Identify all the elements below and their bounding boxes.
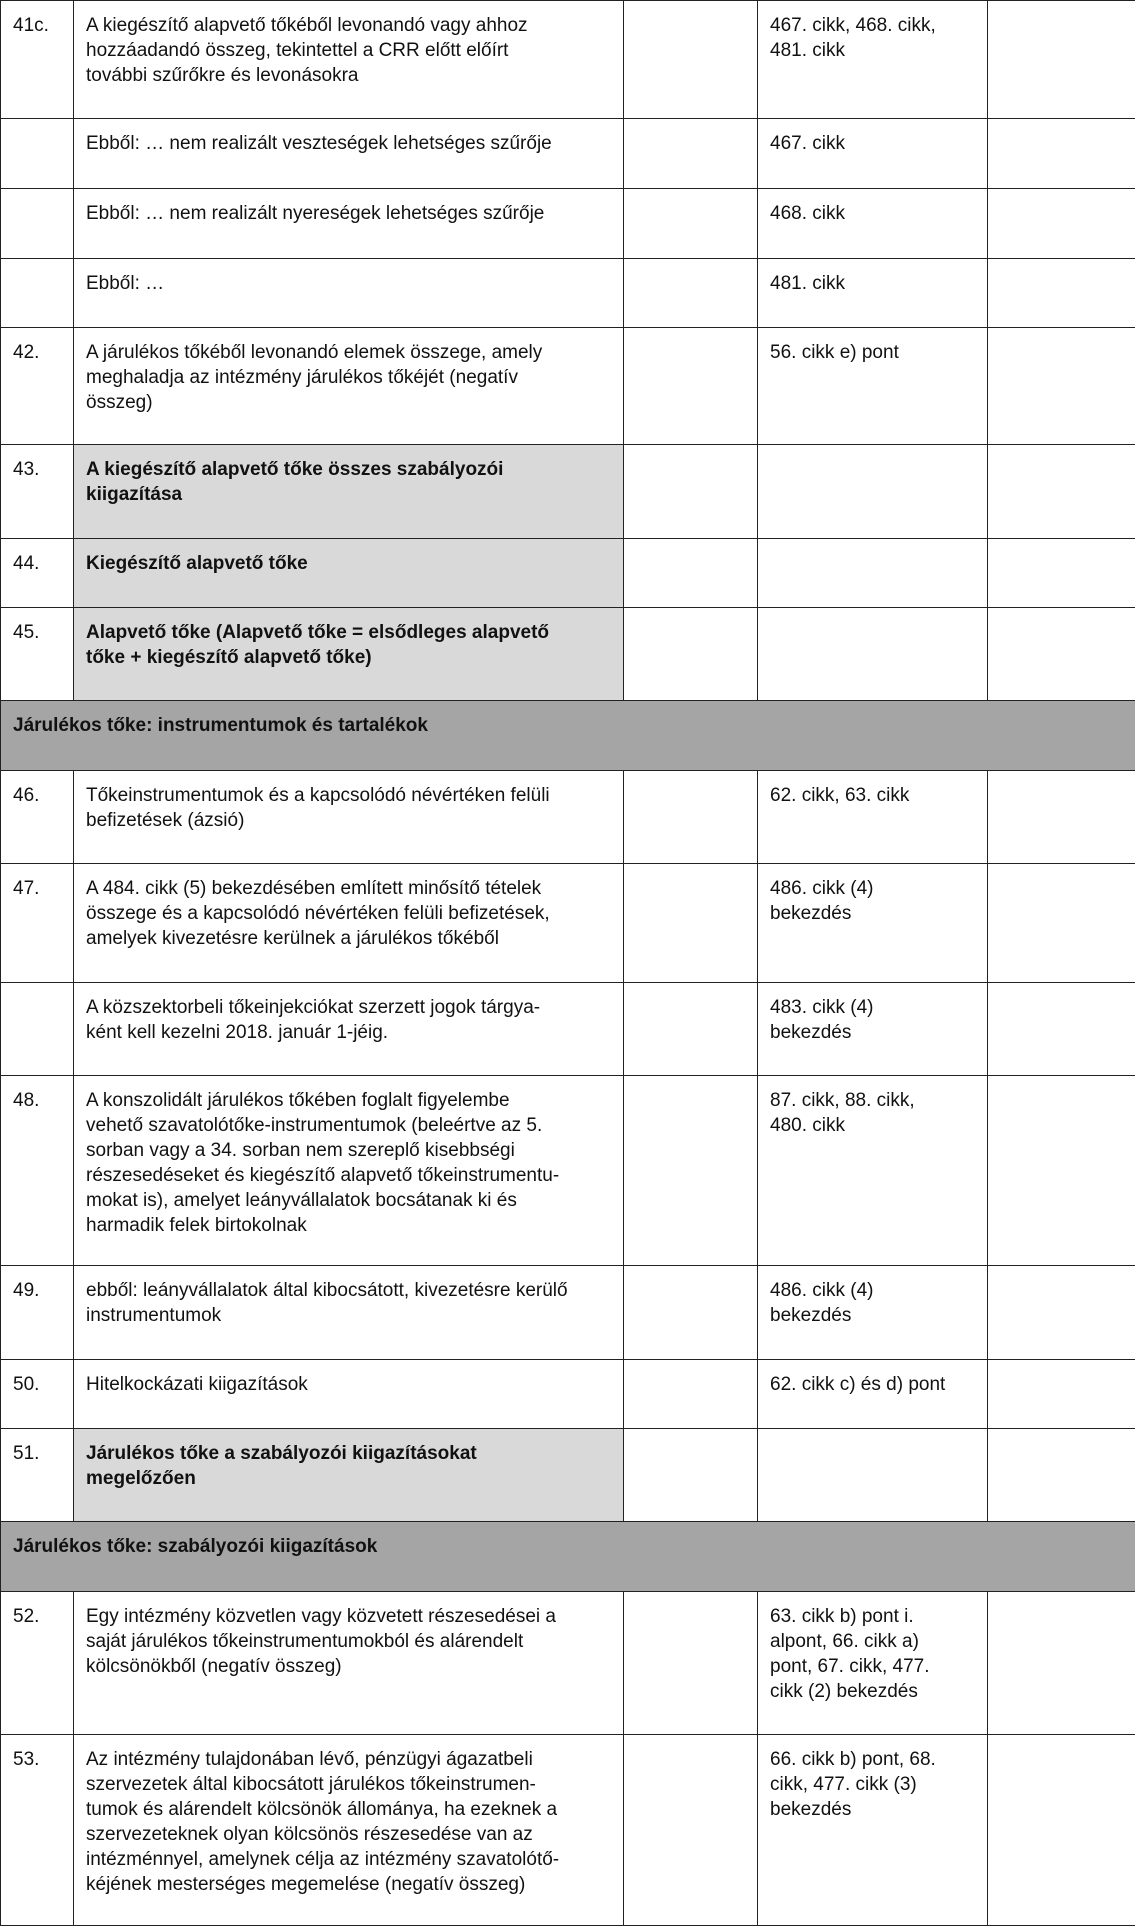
row-description: Ebből: … (74, 259, 624, 328)
regulation-reference: 481. cikk (758, 259, 988, 328)
amount-cell (624, 328, 758, 445)
table-row (1, 1735, 1135, 1926)
row-description: A járulékos tőkéből levonandó elemek összege, amely meghaladja az intézmény járulékos tőkéjét (negatív összeg) (74, 328, 624, 445)
regulation-reference: 486. cikk (4) bekezdés (758, 864, 988, 983)
regulation-reference (758, 608, 988, 701)
regulation-reference: 63. cikk b) pont i. alpont, 66. cikk a) pont, 67. cikk, 477. cikk (2) bekezdés (758, 1592, 988, 1735)
table-row (1, 1592, 1135, 1735)
amount-cell (624, 445, 758, 539)
amount-cell (624, 983, 758, 1076)
transitional-amount-cell (988, 1429, 1135, 1522)
row-description: Az intézmény tulajdonában lévő, pénzügyi ágazatbeli szervezetek által kibocsátott járulékos tőkeinstrumen- tumok és alárendelt kölcsönök állománya, ha ezeknek a szervezeteknek olyan kölcsönös részesedése van az intézménnyel, amelynek célja az intézmény szavatolótő- kéjének mesterséges megemelése (negatív összeg) (74, 1735, 624, 1926)
row-description: Járulékos tőke a szabályozói kiigazításokat megelőzően (74, 1429, 624, 1522)
table-row (1, 1429, 1135, 1522)
table-row (1, 445, 1135, 539)
regulation-reference: 467. cikk, 468. cikk, 481. cikk (758, 1, 988, 119)
transitional-amount-cell (988, 1360, 1135, 1429)
row-description: Alapvető tőke (Alapvető tőke = elsődleges alapvető tőke + kiegészítő alapvető tőke) (74, 608, 624, 701)
regulation-reference (758, 1429, 988, 1522)
row-number (1, 983, 74, 1076)
table-row (1, 864, 1135, 983)
amount-cell (624, 1266, 758, 1360)
table-row (1, 1360, 1135, 1429)
regulation-reference: 62. cikk, 63. cikk (758, 771, 988, 864)
row-number: 45. (1, 608, 74, 701)
amount-cell (624, 1360, 758, 1429)
row-description: Egy intézmény közvetlen vagy közvetett részesedései a saját járulékos tőkeinstrumentumokból és alárendelt kölcsönökből (negatív összeg) (74, 1592, 624, 1735)
amount-cell (624, 259, 758, 328)
row-number: 41c. (1, 1, 74, 119)
transitional-amount-cell (988, 119, 1135, 189)
row-number: 53. (1, 1735, 74, 1926)
row-number: 44. (1, 539, 74, 608)
table-row (1, 771, 1135, 864)
row-description: A 484. cikk (5) bekezdésében említett minősítő tételek összege és a kapcsolódó névértéken felüli befizetések, amelyek kivezetésre kerülnek a járulékos tőkéből (74, 864, 624, 983)
transitional-amount-cell (988, 864, 1135, 983)
table-row (1, 1266, 1135, 1360)
amount-cell (624, 539, 758, 608)
row-description: A kiegészítő alapvető tőkéből levonandó vagy ahhoz hozzáadandó összeg, tekintettel a CRR előtt előírt további szűrőkre és levonásokra (74, 1, 624, 119)
row-number (1, 259, 74, 328)
row-number: 43. (1, 445, 74, 539)
regulation-reference: 467. cikk (758, 119, 988, 189)
table-row (1, 189, 1135, 259)
table-row (1, 328, 1135, 445)
transitional-amount-cell (988, 1735, 1135, 1926)
amount-cell (624, 119, 758, 189)
transitional-amount-cell (988, 328, 1135, 445)
regulation-reference: 56. cikk e) pont (758, 328, 988, 445)
row-number: 47. (1, 864, 74, 983)
row-number: 51. (1, 1429, 74, 1522)
amount-cell (624, 771, 758, 864)
transitional-amount-cell (988, 1076, 1135, 1266)
regulation-reference: 483. cikk (4) bekezdés (758, 983, 988, 1076)
table-row (1, 1076, 1135, 1266)
table-row (1, 259, 1135, 328)
table-row (1, 608, 1135, 701)
row-number: 49. (1, 1266, 74, 1360)
transitional-amount-cell (988, 259, 1135, 328)
table-body (1, 1, 1135, 1926)
table-row (1, 539, 1135, 608)
row-number: 46. (1, 771, 74, 864)
row-description: A kiegészítő alapvető tőke összes szabályozói kiigazítása (74, 445, 624, 539)
amount-cell (624, 1592, 758, 1735)
table-row (1, 1, 1135, 119)
regulation-reference: 87. cikk, 88. cikk, 480. cikk (758, 1076, 988, 1266)
row-number (1, 189, 74, 259)
amount-cell (624, 1735, 758, 1926)
amount-cell (624, 1429, 758, 1522)
section-header-row (1, 701, 1135, 771)
row-description: Ebből: … nem realizált nyereségek lehetséges szűrője (74, 189, 624, 259)
row-number: 50. (1, 1360, 74, 1429)
row-description: ebből: leányvállalatok által kibocsátott, kivezetésre kerülő instrumentumok (74, 1266, 624, 1360)
row-number: 48. (1, 1076, 74, 1266)
row-description: A konszolidált járulékos tőkében foglalt figyelembe vehető szavatolótőke-instrumentumok (beleértve az 5. sorban vagy a 34. sorban nem szereplő kisebbségi részesedéseket és kiegészítő alapvető tőkeinstrumentu- mokat is), amelyet leányvállalatok bocsátanak ki és harmadik felek birtokolnak (74, 1076, 624, 1266)
amount-cell (624, 1076, 758, 1266)
regulation-reference (758, 445, 988, 539)
section-header: Járulékos tőke: szabályozói kiigazítások (1, 1522, 1135, 1592)
table-row (1, 119, 1135, 189)
amount-cell (624, 864, 758, 983)
row-description: A közszektorbeli tőkeinjekciókat szerzett jogok tárgya- ként kell kezelni 2018. január 1-jéig. (74, 983, 624, 1076)
amount-cell (624, 189, 758, 259)
regulation-reference: 486. cikk (4) bekezdés (758, 1266, 988, 1360)
row-description: Tőkeinstrumentumok és a kapcsolódó névértéken felüli befizetések (ázsió) (74, 771, 624, 864)
row-number: 52. (1, 1592, 74, 1735)
transitional-amount-cell (988, 1592, 1135, 1735)
transitional-amount-cell (988, 1266, 1135, 1360)
amount-cell (624, 608, 758, 701)
row-number: 42. (1, 328, 74, 445)
section-header-row (1, 1522, 1135, 1592)
transitional-amount-cell (988, 608, 1135, 701)
regulation-reference (758, 539, 988, 608)
row-description: Ebből: … nem realizált veszteségek lehetséges szűrője (74, 119, 624, 189)
transitional-amount-cell (988, 189, 1135, 259)
row-description: Hitelkockázati kiigazítások (74, 1360, 624, 1429)
transitional-amount-cell (988, 445, 1135, 539)
regulation-reference: 66. cikk b) pont, 68. cikk, 477. cikk (3) bekezdés (758, 1735, 988, 1926)
transitional-amount-cell (988, 771, 1135, 864)
regulation-reference: 62. cikk c) és d) pont (758, 1360, 988, 1429)
regulation-reference: 468. cikk (758, 189, 988, 259)
transitional-amount-cell (988, 539, 1135, 608)
amount-cell (624, 1, 758, 119)
table-row (1, 983, 1135, 1076)
transitional-amount-cell (988, 1, 1135, 119)
section-header: Járulékos tőke: instrumentumok és tartalékok (1, 701, 1135, 771)
transitional-amount-cell (988, 983, 1135, 1076)
row-description: Kiegészítő alapvető tőke (74, 539, 624, 608)
row-number (1, 119, 74, 189)
